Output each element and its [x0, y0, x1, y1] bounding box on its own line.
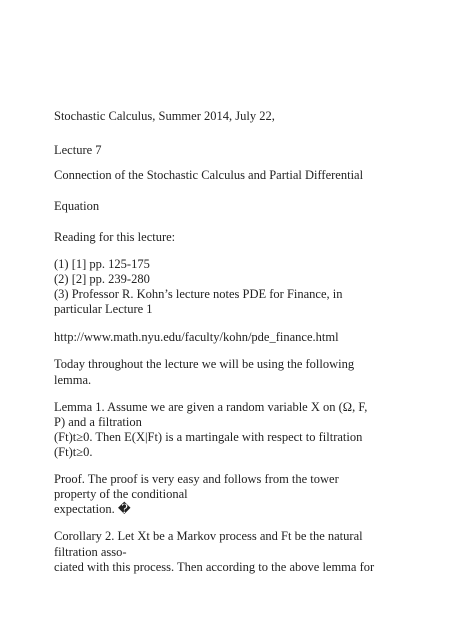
lemma-line-3: (Ft)t≥0. Then E(X|Ft) is a martingale with respect to filtration — [54, 430, 363, 444]
topic-line-1: Connection of the Stochastic Calculus and Partial Differential — [54, 168, 364, 182]
lecture-number: Lecture 7 — [54, 143, 102, 157]
reading-item-3: (3) Professor R. Kohn’s lecture notes PDE for Finance, in — [54, 287, 343, 301]
corollary-line-2: filtration asso- — [54, 545, 127, 559]
corollary-line-3: ciated with this process. Then according to the above lemma for — [54, 560, 375, 574]
proof-line-1: Proof. The proof is very easy and follows from the tower — [54, 472, 339, 486]
course-header: Stochastic Calculus, Summer 2014, July 22, — [54, 109, 275, 123]
reading-item-1: (1) [1] pp. 125-175 — [54, 257, 150, 271]
reading-item-2: (2) [2] pp. 239-280 — [54, 272, 150, 286]
reading-heading: Reading for this lecture: — [54, 230, 176, 244]
proof-line-3: expectation. � — [54, 502, 131, 516]
lemma-line-2: P) and a filtration — [54, 415, 142, 429]
intro-line-2: lemma. — [54, 373, 92, 387]
proof-line-2: property of the conditional — [54, 487, 188, 501]
intro-line-1: Today throughout the lecture we will be using the following — [54, 357, 355, 371]
lecture-notes-url: http://www.math.nyu.edu/faculty/kohn/pde_finance.html — [54, 330, 339, 344]
corollary-line-1: Corollary 2. Let Xt be a Markov process and Ft be the natural — [54, 529, 363, 543]
topic-line-2: Equation — [54, 199, 100, 213]
lemma-line-4: (Ft)t≥0. — [54, 445, 93, 459]
lemma-line-1: Lemma 1. Assume we are given a random variable X on (Ω, F, — [54, 400, 368, 414]
reading-item-3-cont: particular Lecture 1 — [54, 302, 153, 316]
